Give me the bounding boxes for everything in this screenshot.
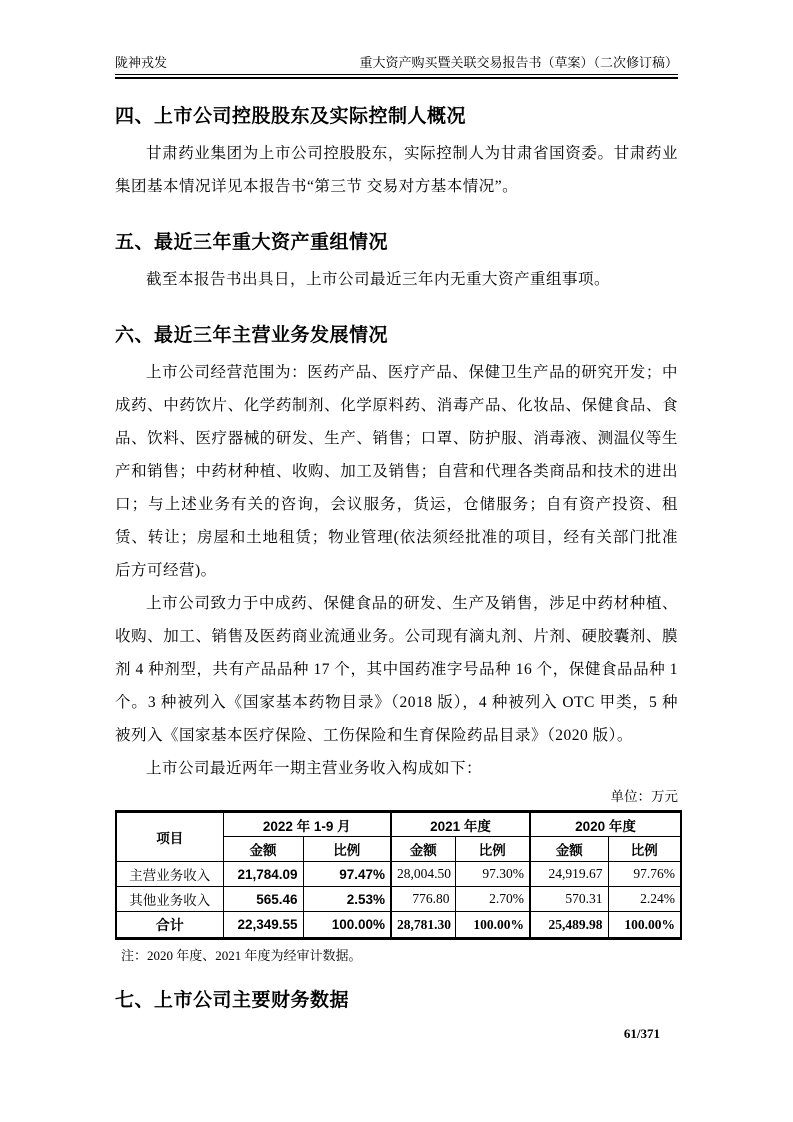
column-group-2020: 2020 年度 (530, 812, 681, 837)
cell-2020-amount: 25,489.98 (530, 912, 608, 939)
cell-2021-ratio: 100.00% (455, 912, 530, 939)
cell-2022-amount: 22,349.55 (223, 912, 303, 939)
column-header-item: 项目 (116, 812, 223, 862)
paragraph-s4: 甘肃药业集团为上市公司控股股东，实际控制人为甘肃省国资委。甘肃药业集团基本情况详见本报告书“第三节 交易对方基本情况”。 (115, 145, 678, 195)
running-header (115, 0, 678, 73)
column-group-2021: 2021 年度 (391, 812, 530, 837)
table-row-total (116, 912, 681, 939)
page-number: 61/371 (623, 1026, 660, 1041)
cell-2022-ratio: 100.00% (303, 912, 391, 939)
cell-2020-ratio: 100.00% (608, 912, 681, 939)
column-header-ratio-2020: 比例 (608, 837, 681, 862)
header-divider (115, 74, 678, 79)
cell-2020-ratio: 2.24% (608, 887, 681, 912)
cell-2022-ratio: 2.53% (303, 887, 391, 912)
column-header-ratio-2022: 比例 (303, 837, 391, 862)
cell-2022-amount: 565.46 (223, 887, 303, 912)
section-heading-7: 七、上市公司主要财务数据 (115, 990, 350, 1011)
column-group-2022: 2022 年 1-9 月 (223, 812, 391, 837)
column-header-amount-2021: 金额 (391, 837, 455, 862)
section-heading-5: 五、最近三年重大资产重组情况 (115, 232, 389, 253)
cell-2022-ratio: 97.47% (303, 862, 391, 887)
table-header-group-row (116, 812, 681, 837)
column-header-amount-2020: 金额 (530, 837, 608, 862)
cell-2022-amount: 21,784.09 (223, 862, 303, 887)
header-left-title: 陇神戎发 (115, 55, 168, 70)
column-header-ratio-2021: 比例 (455, 837, 530, 862)
section-heading-6: 六、最近三年主营业务发展情况 (115, 325, 389, 346)
cell-2021-amount: 776.80 (391, 887, 455, 912)
unit-label: 单位：万元 (610, 789, 678, 804)
cell-2021-ratio: 97.30% (455, 862, 530, 887)
paragraph-s6-products: 上市公司致力于中成药、保健食品的研发、生产及销售，涉足中药材种植、收购、加工、销售及医药商业流通业务。公司现有滴丸剂、片剂、硬胶囊剂、膜剂 4 种剂型，共有产品品种 17 个，其中国药准字号品种 16 个，保健食品品种 1 个。3 种被列入《国家基本药物目录》（2018 版），4 种被列入 OTC 甲类，5 种被列入《国家基本医疗保险、工伤保险和生育保险药品目录》（2020 版）。 (115, 595, 678, 744)
cell-2021-amount: 28,004.50 (391, 862, 455, 887)
cell-2020-ratio: 97.76% (608, 862, 681, 887)
row-label: 其他业务收入 (116, 887, 223, 912)
column-header-amount-2022: 金额 (223, 837, 303, 862)
cell-2021-ratio: 2.70% (455, 887, 530, 912)
section-heading-4: 四、上市公司控股股东及实际控制人概况 (115, 106, 467, 127)
paragraph-s6-business-scope: 上市公司经营范围为：医药产品、医疗产品、保健卫生产品的研究开发；中成药、中药饮片、化学药制剂、化学原料药、消毒产品、化妆品、保健食品、食品、饮料、医疗器械的研发、生产、销售；口罩、防护服、消毒液、测温仪等生产和销售；中药材种植、收购、加工及销售；自营和代理各类商品和技术的进出口；与上述业务有关的咨询，会议服务，货运，仓储服务；自有资产投资、租赁、转让；房屋和土地租赁；物业管理(依法须经批准的项目，经有关部门批准后方可经营)。 (115, 364, 678, 579)
table-row-main-revenue (116, 862, 681, 887)
cell-2020-amount: 24,919.67 (530, 862, 608, 887)
table-row-other-revenue (116, 887, 681, 912)
page-content (115, 0, 678, 1014)
paragraph-s6-table-intro: 上市公司最近两年一期主营业务收入构成如下： (146, 760, 483, 777)
header-right-title: 重大资产购买暨关联交易报告书（草案）（二次修订稿） (359, 55, 678, 70)
table-note: 注：2020 年度、2021 年度为经审计数据。 (121, 948, 362, 963)
cell-2021-amount: 28,781.30 (391, 912, 455, 939)
cell-2020-amount: 570.31 (530, 887, 608, 912)
row-label: 主营业务收入 (116, 862, 223, 887)
row-label: 合计 (116, 912, 223, 939)
revenue-composition-table (115, 810, 682, 940)
paragraph-s5: 截至本报告书出具日，上市公司最近三年内无重大资产重组事项。 (146, 271, 611, 288)
